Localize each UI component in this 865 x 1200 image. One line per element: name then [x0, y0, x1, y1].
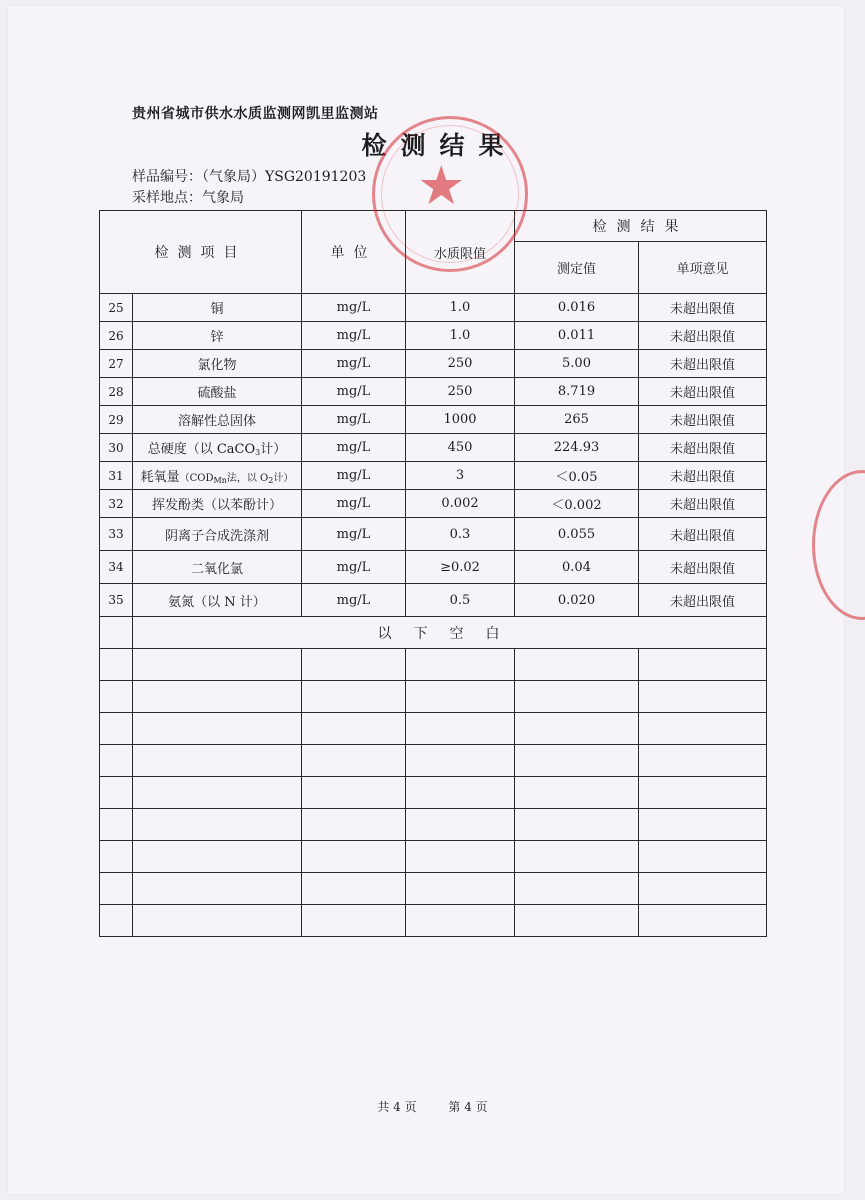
total-pages: 共 4 页	[377, 1100, 417, 1114]
row-item	[133, 462, 302, 490]
empty-row	[100, 841, 767, 873]
row-limit: 250	[406, 378, 515, 406]
row-unit: mg/L	[302, 434, 406, 462]
empty-cell	[100, 809, 133, 841]
row-limit: 0.3	[406, 518, 515, 551]
empty-row	[100, 905, 767, 937]
table-row	[100, 551, 767, 584]
document-title: 检测结果	[361, 131, 518, 160]
empty-cell	[406, 905, 515, 937]
empty-cell	[515, 809, 639, 841]
row-measured: 0.016	[515, 294, 639, 322]
empty-cell	[133, 905, 302, 937]
sample-site: 采样地点：气象局	[132, 190, 244, 206]
row-measured: 5.00	[515, 350, 639, 378]
empty-cell	[302, 777, 406, 809]
blank-note-row	[100, 617, 767, 649]
empty-cell	[302, 873, 406, 905]
empty-cell	[639, 649, 767, 681]
empty-cell	[100, 681, 133, 713]
page-footer	[0, 1098, 865, 1115]
table-row	[100, 322, 767, 350]
row-unit: mg/L	[302, 350, 406, 378]
row-item-subscript: Mn	[213, 476, 227, 485]
empty-cell	[406, 745, 515, 777]
row-number: 28	[100, 378, 133, 406]
row-limit: 0.5	[406, 584, 515, 617]
row-item-subscript-2: 2	[268, 476, 274, 485]
row-item: 铜	[133, 294, 302, 322]
row-item-subscript: 3	[255, 448, 261, 457]
row-opinion: 未超出限值	[639, 406, 767, 434]
table-row	[100, 462, 767, 490]
row-measured: 0.011	[515, 322, 639, 350]
header-opinion: 单项意见	[639, 242, 767, 294]
row-opinion: 未超出限值	[639, 490, 767, 518]
row-opinion: 未超出限值	[639, 350, 767, 378]
row-opinion: 未超出限值	[639, 294, 767, 322]
row-unit: mg/L	[302, 406, 406, 434]
row-item	[133, 434, 302, 462]
row-opinion: 未超出限值	[639, 584, 767, 617]
row-item: 二氧化氯	[133, 551, 302, 584]
row-measured: ＜0.002	[515, 490, 639, 518]
row-item: 溶解性总固体	[133, 406, 302, 434]
empty-cell	[406, 841, 515, 873]
empty-row	[100, 713, 767, 745]
row-opinion: 未超出限值	[639, 462, 767, 490]
row-item-text-end: 计）	[260, 442, 287, 457]
empty-cell	[406, 681, 515, 713]
empty-cell	[406, 713, 515, 745]
result-table	[99, 210, 767, 937]
row-item-method-end: 计）	[273, 473, 294, 484]
empty-cell	[406, 873, 515, 905]
row-measured: 8.719	[515, 378, 639, 406]
row-limit: 250	[406, 350, 515, 378]
row-item-text: 总硬度（以 CaCO	[147, 442, 256, 457]
row-number: 29	[100, 406, 133, 434]
row-unit: mg/L	[302, 462, 406, 490]
row-limit: ≥0.02	[406, 551, 515, 584]
row-opinion: 未超出限值	[639, 518, 767, 551]
empty-row	[100, 681, 767, 713]
row-unit: mg/L	[302, 322, 406, 350]
empty-cell	[100, 713, 133, 745]
row-number: 27	[100, 350, 133, 378]
row-limit: 0.002	[406, 490, 515, 518]
table-row	[100, 584, 767, 617]
row-limit: 450	[406, 434, 515, 462]
seal-star-icon: ★	[417, 154, 466, 217]
row-item-method-mid: 法，以 O	[226, 473, 269, 484]
empty-cell	[639, 745, 767, 777]
empty-cell	[515, 777, 639, 809]
empty-cell	[515, 841, 639, 873]
table-row	[100, 378, 767, 406]
row-item-text: 耗氧量	[140, 470, 180, 485]
table-row	[100, 406, 767, 434]
table-row	[100, 294, 767, 322]
empty-cell	[302, 809, 406, 841]
row-item: 阴离子合成洗涤剂	[133, 518, 302, 551]
empty-cell	[515, 873, 639, 905]
empty-cell	[100, 617, 133, 649]
row-opinion: 未超出限值	[639, 551, 767, 584]
empty-row	[100, 649, 767, 681]
row-item: 锌	[133, 322, 302, 350]
row-measured: 265	[515, 406, 639, 434]
row-item: 氨氮（以 N 计）	[133, 584, 302, 617]
header-results: 检测结果	[515, 211, 767, 242]
empty-cell	[302, 905, 406, 937]
empty-cell	[133, 649, 302, 681]
table-row	[100, 518, 767, 551]
empty-cell	[133, 841, 302, 873]
empty-cell	[100, 841, 133, 873]
row-item: 氯化物	[133, 350, 302, 378]
empty-cell	[515, 681, 639, 713]
empty-cell	[406, 809, 515, 841]
empty-row	[100, 873, 767, 905]
empty-cell	[302, 841, 406, 873]
empty-cell	[515, 713, 639, 745]
empty-cell	[639, 777, 767, 809]
row-number: 33	[100, 518, 133, 551]
empty-cell	[406, 777, 515, 809]
row-opinion: 未超出限值	[639, 378, 767, 406]
row-number: 34	[100, 551, 133, 584]
row-opinion: 未超出限值	[639, 434, 767, 462]
organization-name: 贵州省城市供水水质监测网凯里监测站	[132, 106, 379, 122]
red-official-seal-icon	[372, 116, 528, 272]
header-unit: 单位	[302, 211, 406, 294]
row-number: 32	[100, 490, 133, 518]
row-unit: mg/L	[302, 551, 406, 584]
empty-cell	[515, 745, 639, 777]
row-measured: 0.055	[515, 518, 639, 551]
row-limit: 1.0	[406, 322, 515, 350]
empty-cell	[302, 745, 406, 777]
row-number: 30	[100, 434, 133, 462]
sample-number: 样品编号：（气象局）YSG20191203	[132, 169, 367, 185]
empty-cell	[639, 809, 767, 841]
row-item: 挥发酚类（以苯酚计）	[133, 490, 302, 518]
row-unit: mg/L	[302, 518, 406, 551]
row-limit: 1.0	[406, 294, 515, 322]
header-limit: 水质限值	[406, 211, 515, 294]
header-item: 检测项目	[100, 211, 302, 294]
empty-cell	[100, 745, 133, 777]
row-measured: 0.020	[515, 584, 639, 617]
empty-row	[100, 809, 767, 841]
table-row	[100, 350, 767, 378]
row-number: 35	[100, 584, 133, 617]
row-unit: mg/L	[302, 584, 406, 617]
empty-cell	[100, 777, 133, 809]
empty-cell	[133, 745, 302, 777]
row-measured: 224.93	[515, 434, 639, 462]
row-item-method: （COD	[179, 473, 214, 484]
empty-cell	[406, 649, 515, 681]
empty-cell	[639, 841, 767, 873]
empty-row	[100, 777, 767, 809]
row-unit: mg/L	[302, 490, 406, 518]
empty-cell	[133, 681, 302, 713]
row-measured: 0.04	[515, 551, 639, 584]
empty-cell	[133, 873, 302, 905]
row-opinion: 未超出限值	[639, 322, 767, 350]
empty-cell	[100, 873, 133, 905]
empty-cell	[133, 809, 302, 841]
row-unit: mg/L	[302, 294, 406, 322]
row-limit: 3	[406, 462, 515, 490]
row-item: 硫酸盐	[133, 378, 302, 406]
current-page: 第 4 页	[448, 1100, 488, 1114]
empty-cell	[302, 649, 406, 681]
empty-cell	[639, 681, 767, 713]
row-number: 25	[100, 294, 133, 322]
empty-cell	[639, 713, 767, 745]
empty-cell	[639, 873, 767, 905]
blank-note: 以下空白	[133, 617, 767, 649]
empty-cell	[515, 905, 639, 937]
empty-cell	[639, 905, 767, 937]
row-measured: ＜0.05	[515, 462, 639, 490]
header-measured: 测定值	[515, 242, 639, 294]
row-number: 26	[100, 322, 133, 350]
row-limit: 1000	[406, 406, 515, 434]
table-row	[100, 434, 767, 462]
row-unit: mg/L	[302, 378, 406, 406]
row-number: 31	[100, 462, 133, 490]
empty-cell	[100, 905, 133, 937]
empty-cell	[302, 713, 406, 745]
empty-cell	[133, 713, 302, 745]
empty-row	[100, 745, 767, 777]
empty-cell	[100, 649, 133, 681]
empty-cell	[133, 777, 302, 809]
empty-cell	[302, 681, 406, 713]
table-row	[100, 490, 767, 518]
empty-cell	[515, 649, 639, 681]
